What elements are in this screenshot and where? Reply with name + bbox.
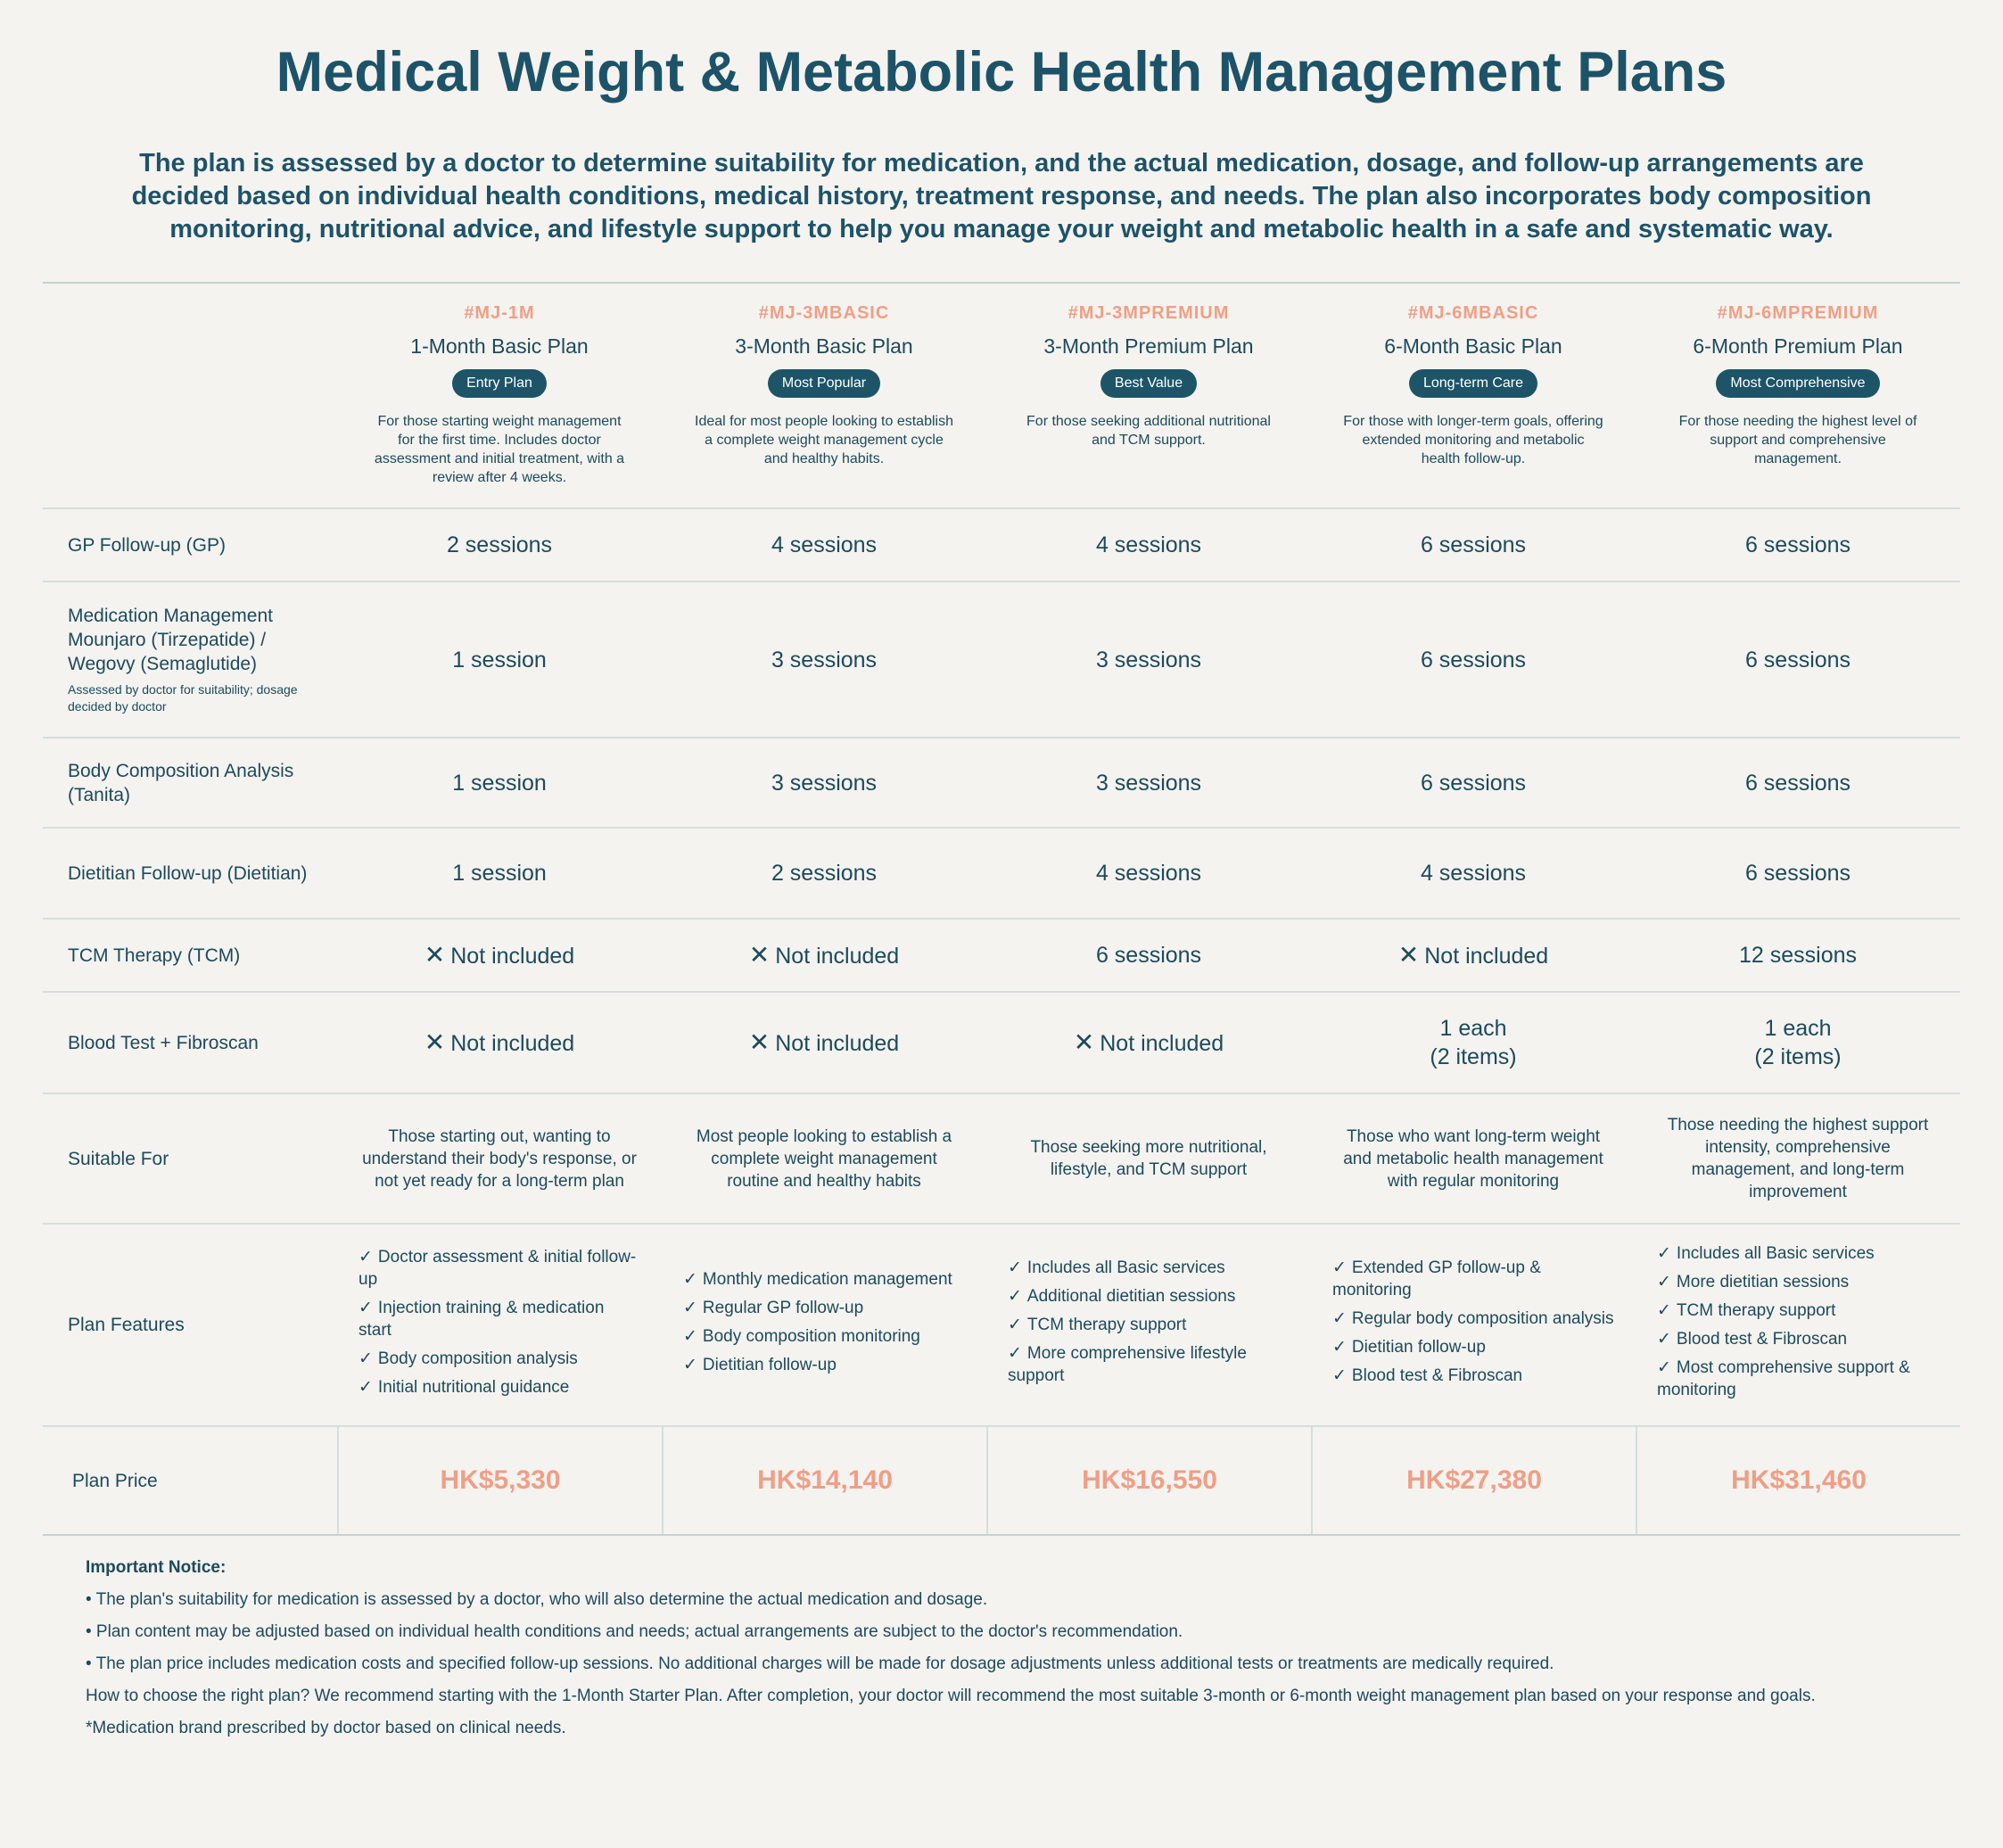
value-text: Not included — [450, 943, 575, 969]
value-cell — [986, 1028, 1311, 1058]
feature-item — [1657, 1242, 1939, 1265]
row-label: Plan Price — [72, 1470, 158, 1491]
value-text: 6 sessions — [1420, 532, 1527, 557]
feature-item — [683, 1297, 965, 1319]
plan-description: For those with longer-term goals, offering extended monitoring and metabolic health follow-up. — [1343, 414, 1603, 466]
value-text: 3 sessions — [1095, 647, 1202, 672]
value-text: 3 sessions — [1095, 770, 1202, 796]
value-cell — [337, 941, 662, 970]
value-cell — [1311, 769, 1636, 797]
plan-badge-wrap — [359, 369, 640, 398]
value-cell — [986, 859, 1311, 887]
check-icon: ✓ — [1332, 1366, 1347, 1385]
value-cell — [337, 531, 662, 559]
check-icon: ✓ — [1008, 1344, 1022, 1363]
value-cell — [662, 769, 986, 797]
feature-item — [1657, 1271, 1939, 1293]
value-text: Not included — [775, 1030, 900, 1056]
value-cell — [337, 769, 662, 797]
suitable-for-cell: Those needing the highest support intensity, comprehensive management, and long-term improvement — [1667, 1116, 1929, 1201]
value-text: 12 sessions — [1738, 943, 1858, 968]
plan-description: For those seeking additional nutritional and TCM support. — [1026, 414, 1271, 448]
feature-item — [359, 1297, 640, 1341]
feature-text: Body composition analysis — [377, 1349, 578, 1368]
plan-description: For those starting weight management for the first time. Includes doctor assessment and initial treatment, with a review after 4 weeks. — [374, 414, 625, 485]
page-title: Medical Weight & Metabolic Health Management Plans — [276, 41, 1727, 103]
feature-item — [683, 1325, 965, 1348]
row-label: Blood Test + Fibroscan — [68, 1032, 259, 1053]
notice-item: • The plan price includes medication costs and specified follow-up sessions. No additional charges will be made for dosage adjustments unless additional tests or treatments are medically required. — [86, 1654, 1554, 1673]
feature-item — [359, 1376, 640, 1398]
plan-price-cell: HK$27,380 — [1311, 1427, 1636, 1534]
value-text: 6 sessions — [1744, 647, 1851, 672]
feature-text: Extended GP follow-up & monitoring — [1332, 1258, 1541, 1299]
feature-item — [1657, 1357, 1939, 1401]
plan-header-cell — [1311, 284, 1636, 468]
value-text: Not included — [1424, 943, 1549, 969]
check-icon: ✓ — [1657, 1273, 1671, 1291]
feature-text: Blood test & Fibroscan — [1351, 1366, 1523, 1385]
check-icon: ✓ — [1657, 1244, 1671, 1263]
value-text: 3 sessions — [771, 770, 878, 796]
blood-test-row — [43, 993, 1960, 1094]
feature-item — [1008, 1342, 1290, 1387]
feature-text: Injection training & medication start — [359, 1298, 605, 1340]
value-cell — [337, 1028, 662, 1058]
close-icon: ✕ — [1073, 1027, 1095, 1056]
check-icon: ✓ — [1008, 1258, 1022, 1277]
feature-item — [1657, 1328, 1939, 1350]
features-list — [359, 1246, 640, 1398]
feature-item — [1332, 1336, 1614, 1358]
plan-badge-wrap — [1008, 369, 1290, 398]
row-label: Plan Features — [68, 1315, 185, 1335]
plans-comparison-table — [43, 282, 1960, 1536]
row-label: Body Composition Analysis (Tanita) — [68, 760, 294, 805]
plan-badge: Best Value — [1100, 369, 1197, 398]
feature-item — [683, 1354, 965, 1376]
plan-badge: Long-term Care — [1409, 369, 1537, 398]
notice-title: Important Notice: — [86, 1558, 227, 1577]
plan-badge: Most Popular — [768, 369, 880, 398]
row-label: GP Follow-up (GP) — [68, 534, 226, 556]
value-cell — [662, 859, 986, 887]
feature-text: Additional dietitian sessions — [1026, 1287, 1236, 1306]
value-text: 6 sessions — [1095, 943, 1202, 968]
check-icon: ✓ — [359, 1298, 373, 1317]
value-cell — [1636, 531, 1960, 559]
check-icon: ✓ — [1008, 1287, 1022, 1306]
plan-name: 6-Month Premium Plan — [1693, 334, 1903, 358]
value-cell — [1311, 1014, 1636, 1071]
value-text: 2 sessions — [771, 861, 878, 886]
tcm-therapy-row — [43, 920, 1960, 993]
feature-item — [1008, 1314, 1290, 1336]
plan-price-cell: HK$5,330 — [337, 1427, 662, 1534]
value-subtext: (2 items) — [1754, 1044, 1842, 1069]
check-icon: ✓ — [359, 1377, 373, 1397]
suitable-for-row — [43, 1094, 1960, 1225]
value-cell — [662, 941, 986, 970]
feature-text: Body composition monitoring — [702, 1326, 920, 1346]
feature-text: Most comprehensive support & monitoring — [1657, 1358, 1910, 1399]
value-text: 1 session — [452, 770, 547, 796]
how-to-choose-text: How to choose the right plan? We recommend starting with the 1-Month Starter Plan. After completion, your doctor will recommend the most suitable 3-month or 6-month weight management plan based on your response and goals. — [86, 1687, 1816, 1705]
notice-item: • The plan's suitability for medication is assessed by a doctor, who will also determine the actual medication and dosage. — [86, 1590, 988, 1609]
plan-header-cell — [1636, 284, 1960, 468]
row-label-subtitle: Mounjaro (Tirzepatide) / Wegovy (Semaglutide) — [68, 630, 267, 674]
close-icon: ✕ — [748, 940, 771, 969]
row-label-note: Assessed by doctor for suitability; dosage decided by doctor — [68, 682, 298, 714]
features-cell — [986, 1257, 1311, 1393]
body-composition-row — [43, 738, 1960, 829]
suitable-for-cell: Most people looking to establish a complete weight management routine and healthy habits — [696, 1126, 952, 1191]
value-text: 2 sessions — [446, 532, 553, 557]
plan-badge: Most Comprehensive — [1716, 369, 1879, 398]
plan-description: Ideal for most people looking to establish a complete weight management cycle and healthy habits. — [695, 414, 953, 466]
row-label-title: Medication Management — [68, 606, 273, 626]
check-icon: ✓ — [1657, 1330, 1671, 1349]
value-cell — [1311, 941, 1636, 970]
important-notice — [86, 1557, 1941, 1750]
plan-header-cell — [986, 284, 1311, 450]
check-icon: ✓ — [359, 1247, 373, 1266]
suitable-for-cell: Those starting out, wanting to understand their body's response, or not yet ready for a long-term plan — [362, 1126, 637, 1191]
feature-item — [1008, 1257, 1290, 1279]
plan-code: #MJ-3MPREMIUM — [1067, 303, 1230, 323]
check-icon: ✓ — [683, 1298, 697, 1317]
close-icon: ✕ — [1397, 940, 1420, 969]
plan-price-cell: HK$14,140 — [662, 1427, 986, 1534]
value-cell — [1636, 646, 1960, 674]
value-text: 1 each — [1439, 1016, 1507, 1041]
suitable-for-cell: Those who want long-term weight and metabolic health management with regular monitoring — [1343, 1126, 1603, 1191]
value-cell — [1636, 859, 1960, 887]
plan-name: 6-Month Basic Plan — [1384, 334, 1562, 358]
value-cell — [337, 646, 662, 674]
features-list — [1008, 1257, 1290, 1387]
check-icon: ✓ — [683, 1355, 697, 1374]
feature-text: Blood test & Fibroscan — [1676, 1330, 1848, 1349]
feature-text: Doctor assessment & initial follow-up — [359, 1247, 637, 1289]
value-cell — [986, 941, 1311, 969]
value-text: 1 session — [452, 647, 547, 672]
feature-text: Includes all Basic services — [1676, 1244, 1875, 1263]
value-text: Not included — [775, 943, 900, 969]
check-icon: ✓ — [1657, 1301, 1671, 1320]
feature-text: TCM therapy support — [1026, 1316, 1187, 1334]
feature-item — [1332, 1308, 1614, 1330]
notice-item: • Plan content may be adjusted based on individual health conditions and needs; actual arrangements are subject to the doctor's recommendation. — [86, 1622, 1183, 1641]
features-list — [683, 1268, 965, 1376]
plan-name: 1-Month Basic Plan — [410, 334, 589, 358]
plan-code: #MJ-1M — [464, 303, 535, 323]
plan-badge-wrap — [1657, 369, 1939, 398]
value-text: 6 sessions — [1744, 861, 1851, 886]
feature-item — [683, 1268, 965, 1291]
check-icon: ✓ — [1332, 1338, 1347, 1357]
value-text: 6 sessions — [1420, 770, 1527, 796]
feature-text: Dietitian follow-up — [1351, 1338, 1486, 1357]
row-label: TCM Therapy (TCM) — [68, 945, 241, 966]
medication-management-row — [43, 582, 1960, 738]
row-label: Suitable For — [68, 1148, 169, 1169]
plan-header-row — [43, 284, 1960, 509]
value-cell — [1311, 859, 1636, 887]
value-text: 6 sessions — [1420, 647, 1527, 672]
check-icon: ✓ — [683, 1326, 697, 1346]
check-icon: ✓ — [359, 1349, 373, 1368]
feature-item — [1657, 1299, 1939, 1322]
feature-text: Monthly medication management — [702, 1269, 952, 1289]
value-text: Not included — [450, 1030, 575, 1056]
value-cell — [986, 531, 1311, 559]
plan-header-cell — [662, 284, 986, 468]
check-icon: ✓ — [1332, 1309, 1347, 1328]
feature-item — [359, 1348, 640, 1370]
row-label: Dietitian Follow-up (Dietitian) — [68, 862, 308, 884]
plan-price-row — [43, 1427, 1960, 1536]
value-cell — [986, 769, 1311, 797]
feature-text: More dietitian sessions — [1676, 1273, 1850, 1291]
plan-price-cell: HK$31,460 — [1636, 1427, 1960, 1534]
feature-item — [359, 1246, 640, 1291]
row-label — [43, 604, 337, 715]
value-text: 3 sessions — [771, 647, 878, 672]
plan-badge-wrap — [1332, 369, 1614, 398]
value-text: 1 session — [452, 861, 547, 886]
plan-description: For those needing the highest level of support and comprehensive management. — [1678, 414, 1917, 466]
dietitian-follow-up-row — [43, 829, 1960, 920]
plan-price-cell: HK$16,550 — [986, 1427, 1311, 1534]
plan-code: #MJ-6MBASIC — [1407, 303, 1539, 323]
feature-text: Regular GP follow-up — [702, 1298, 864, 1317]
check-icon: ✓ — [683, 1269, 697, 1289]
plan-name: 3-Month Basic Plan — [735, 334, 913, 358]
check-icon: ✓ — [1657, 1358, 1671, 1377]
value-text: 6 sessions — [1744, 770, 1851, 796]
feature-text: More comprehensive lifestyle support — [1008, 1344, 1247, 1385]
value-cell — [986, 646, 1311, 674]
value-subtext: (2 items) — [1430, 1044, 1517, 1069]
check-icon: ✓ — [1332, 1258, 1347, 1277]
value-text: 6 sessions — [1744, 532, 1851, 557]
intro-text: The plan is assessed by a doctor to determine suitability for medication, and the actual medication, dosage, and follow-up arrangements are decided based on individual health conditions, medical history, treatment response, and needs. The plan also incorporates body composition monitoring, nutritional advice, and lifestyle support to help you manage your weight and metabolic health in a safe and systematic way. — [131, 149, 1872, 243]
plan-badge-wrap — [683, 369, 965, 398]
features-cell — [1311, 1257, 1636, 1393]
features-cell — [662, 1268, 986, 1382]
plan-code: #MJ-6MPREMIUM — [1717, 303, 1879, 323]
medication-footnote: *Medication brand prescribed by doctor based on clinical needs. — [86, 1719, 566, 1737]
value-cell — [662, 1028, 986, 1058]
feature-text: Dietitian follow-up — [702, 1355, 837, 1374]
value-cell — [662, 531, 986, 559]
feature-text: Includes all Basic services — [1026, 1258, 1225, 1277]
plan-features-row — [43, 1225, 1960, 1427]
value-cell — [662, 646, 986, 674]
feature-item — [1008, 1285, 1290, 1308]
feature-text: Regular body composition analysis — [1351, 1309, 1614, 1328]
value-text: Not included — [1100, 1030, 1224, 1056]
value-cell — [337, 859, 662, 887]
suitable-for-cell: Those seeking more nutritional, lifestyle, and TCM support — [1030, 1138, 1267, 1179]
feature-item — [1332, 1257, 1614, 1301]
check-icon: ✓ — [1008, 1316, 1022, 1334]
features-cell — [1636, 1242, 1960, 1407]
value-cell — [1311, 531, 1636, 559]
close-icon: ✕ — [424, 940, 446, 969]
value-text: 4 sessions — [1420, 861, 1527, 886]
feature-text: TCM therapy support — [1676, 1301, 1836, 1320]
plan-name: 3-Month Premium Plan — [1043, 334, 1254, 358]
value-cell — [1636, 769, 1960, 797]
value-text: 4 sessions — [1095, 861, 1202, 886]
plan-code: #MJ-3MBASIC — [758, 303, 890, 323]
gp-follow-up-row — [43, 509, 1960, 582]
value-cell — [1636, 941, 1960, 969]
value-text: 4 sessions — [771, 532, 878, 557]
plan-header-cell — [337, 284, 662, 487]
value-text: 4 sessions — [1095, 532, 1202, 557]
value-text: 1 each — [1764, 1016, 1832, 1041]
close-icon: ✕ — [748, 1027, 771, 1056]
features-list — [1332, 1257, 1614, 1387]
feature-item — [1332, 1365, 1614, 1387]
features-cell — [337, 1246, 662, 1405]
close-icon: ✕ — [424, 1027, 446, 1056]
value-cell — [1636, 1014, 1960, 1071]
plan-badge: Entry Plan — [452, 369, 547, 398]
feature-text: Initial nutritional guidance — [377, 1377, 570, 1397]
value-cell — [1311, 646, 1636, 674]
features-list — [1657, 1242, 1939, 1401]
